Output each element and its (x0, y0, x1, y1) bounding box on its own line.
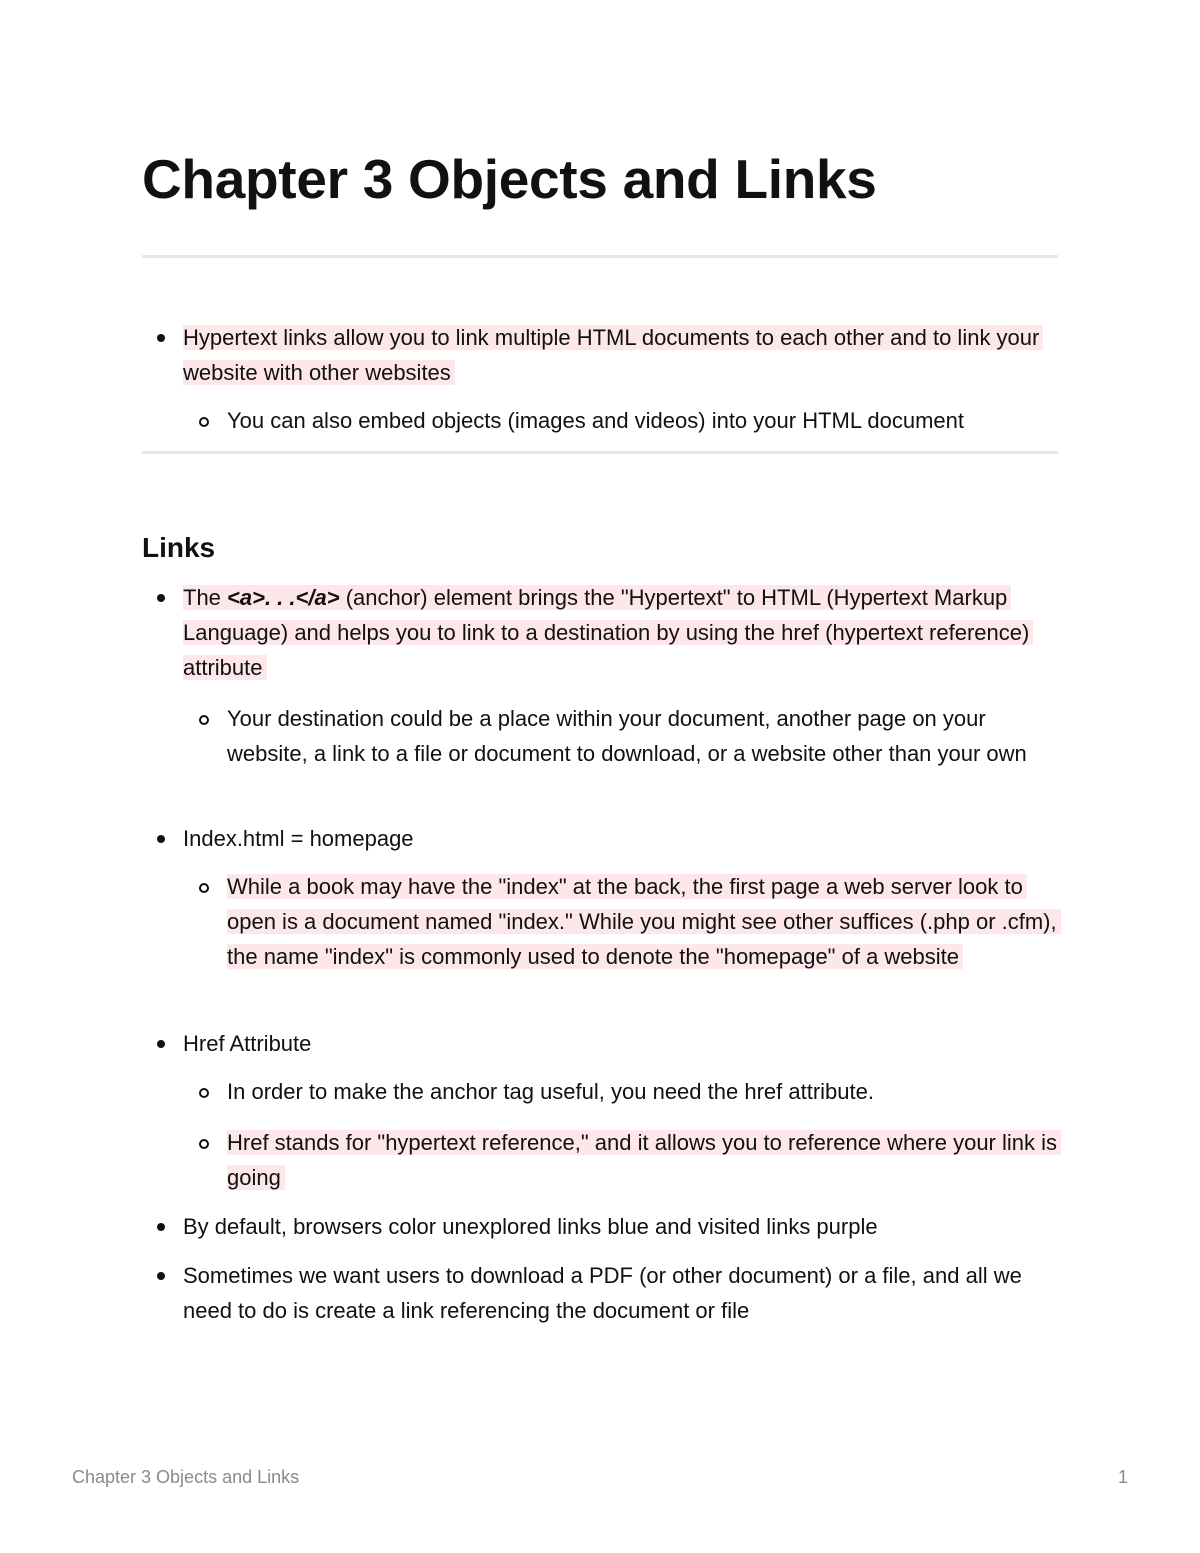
list-subitem-href-meaning-text: Href stands for "hypertext reference," and it allows you to reference where your link is going (227, 1130, 1061, 1190)
list-item-default-colors: By default, browsers color unexplored links blue and visited links purple (183, 1214, 878, 1239)
bullet-dot (157, 334, 165, 342)
intro-item-hypertext-links (183, 320, 1058, 390)
list-item-href-attribute: Href Attribute (183, 1031, 312, 1056)
section-heading-links: Links (142, 532, 216, 563)
list-item-download: Sometimes we want users to download a PDF (or other document) or a file, and all we need to do is create a link referencing the document or file (183, 1263, 1022, 1323)
intro-subitem-embed-objects: You can also embed objects (images and videos) into your HTML document (227, 408, 964, 433)
intro-item-hypertext-links-text: Hypertext links allow you to link multiple HTML documents to each other and to link your website with other websites (183, 325, 1043, 385)
anchor-tag-code: <a>. . .</a> (227, 585, 340, 610)
bullet-dot (157, 1040, 165, 1048)
anchor-item-prefix: The (183, 585, 228, 610)
page-number: 1 (1117, 1467, 1128, 1487)
bullet-ring (199, 1139, 209, 1149)
list-subitem-href-useful: In order to make the anchor tag useful, you need the href attribute. (227, 1079, 874, 1104)
bullet-ring (199, 1088, 209, 1098)
bullet-dot (157, 1223, 165, 1231)
list-item-index-html: Index.html = homepage (183, 826, 414, 851)
bullet-dot (157, 835, 165, 843)
bullet-ring (199, 715, 209, 725)
list-subitem-destination: Your destination could be a place within your document, another page on your website, a link to a file or document to download, or a website other than your own (227, 706, 1027, 766)
footer-title: Chapter 3 Objects and Links (72, 1467, 300, 1487)
list-subitem-index-explanation-text: While a book may have the "index" at the back, the first page a web server look to open is a document named "index." While you might see other suffices (.php or .cfm), the name "index" is commonly used to denote the "homepage" of a website (227, 874, 1061, 969)
list-subitem-index-explanation (227, 869, 1058, 974)
bullet-ring (199, 417, 209, 427)
bullet-dot (157, 594, 165, 602)
bullet-ring (199, 883, 209, 893)
page-title: Chapter 3 Objects and Links (142, 148, 877, 210)
divider-top (142, 255, 1058, 258)
list-item-anchor-element (183, 580, 1058, 685)
list-subitem-href-meaning (227, 1125, 1058, 1195)
bullet-dot (157, 1272, 165, 1280)
divider-bottom (142, 451, 1058, 454)
anchor-item-suffix: (anchor) element brings the "Hypertext" to HTML (Hypertext Markup Language) and helps you to link to a destination by using the href (hypertext reference) attribute (183, 585, 1030, 680)
list-item-anchor-element-text (183, 585, 1033, 680)
